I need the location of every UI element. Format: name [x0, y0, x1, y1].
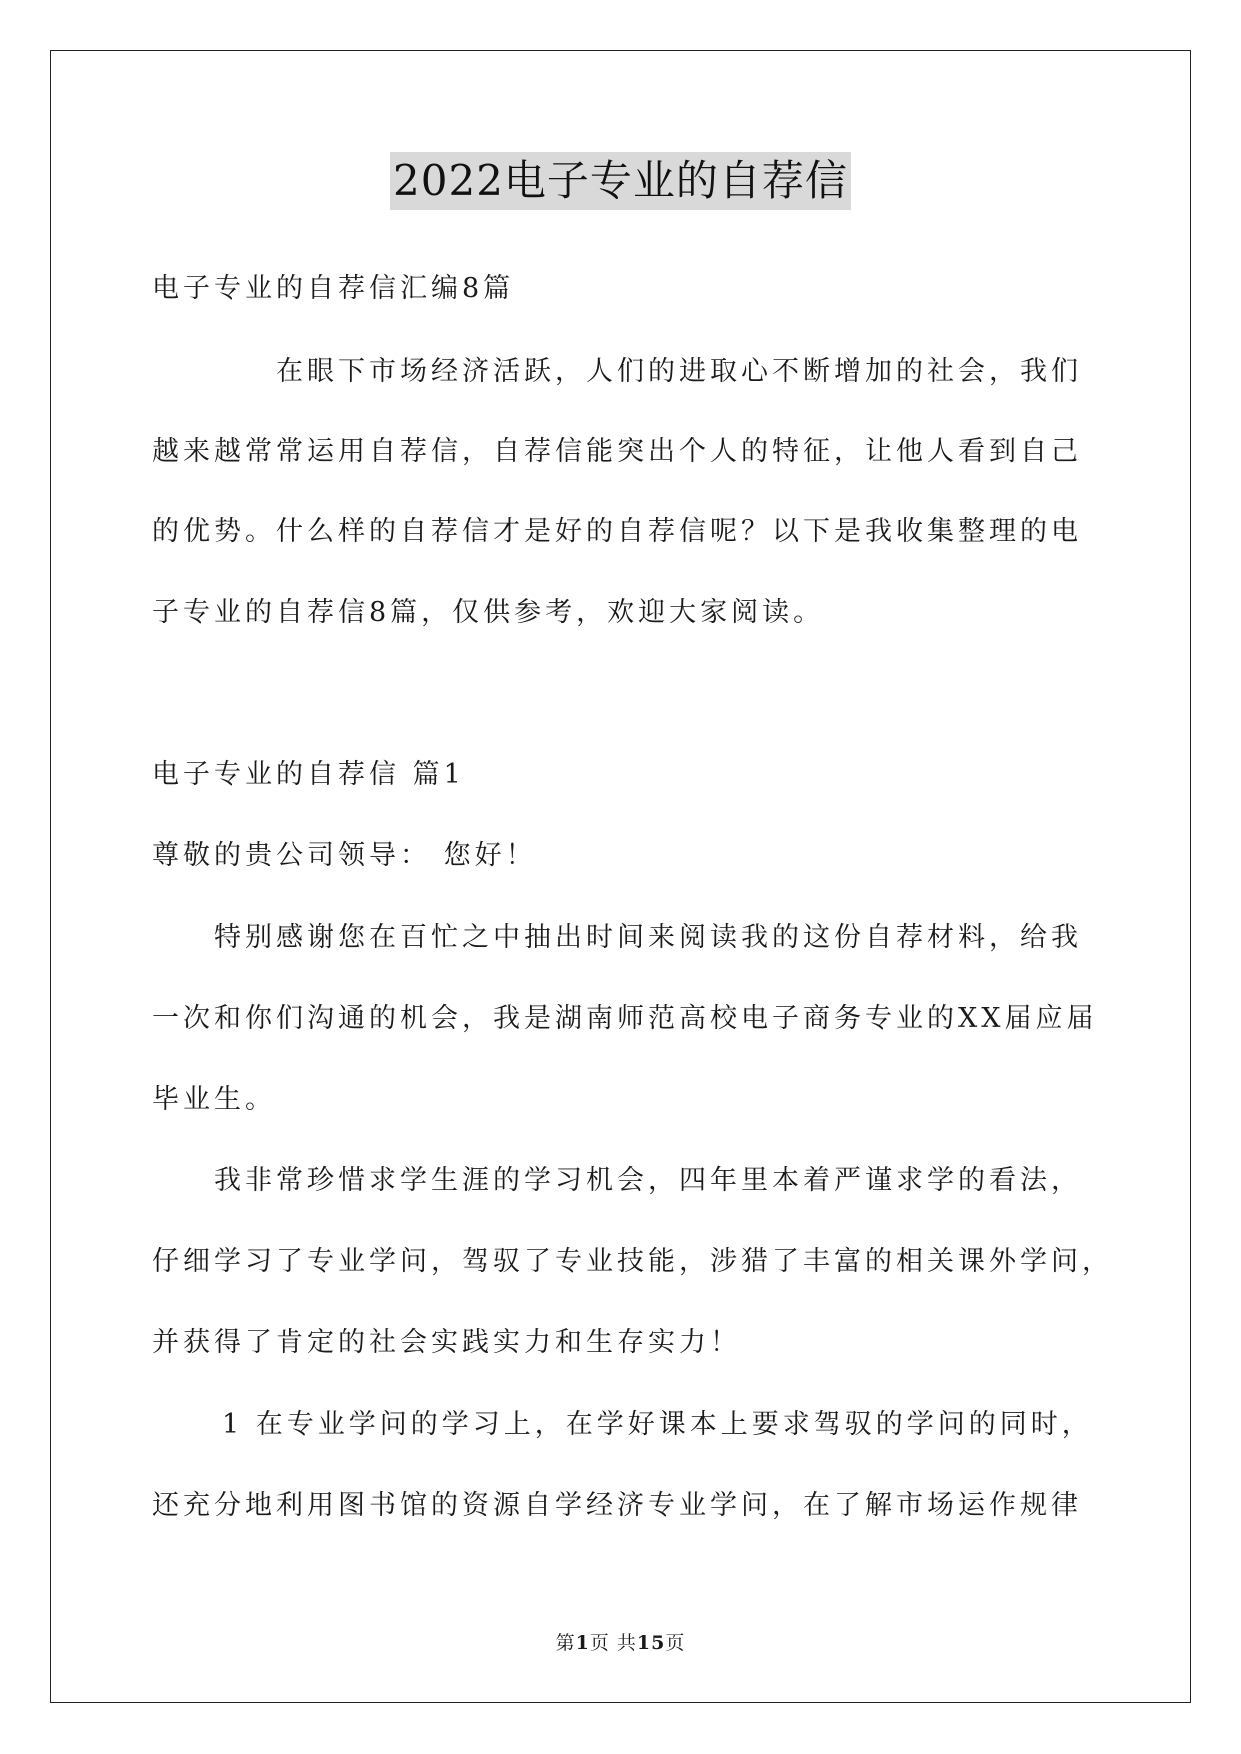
salutation-line: 尊敬的贵公司领导： 您好！: [152, 840, 537, 871]
paragraph-line: 特别感谢您在百忙之中抽出时间来阅读我的这份自荐材料，给我: [214, 922, 1082, 953]
paragraph-line: 1 在专业学问的学习上，在学好课本上要求驾驭的学问的同时，: [222, 1409, 1093, 1440]
paragraph-line: 仔细学习了专业学问，驾驭了专业技能，涉猎了丰富的相关课外学问，: [152, 1246, 1113, 1277]
paragraph-line: 还充分地利用图书馆的资源自学经济专业学问，在了解市场运作规律: [152, 1490, 1082, 1521]
footer-prefix: 第: [555, 1632, 576, 1654]
paragraph-line: 一次和你们沟通的机会，我是湖南师范高校电子商务专业的XX届应届: [152, 1003, 1098, 1034]
footer-mid: 页 共: [589, 1632, 637, 1654]
footer-suffix: 页: [665, 1632, 686, 1654]
current-page-number: 1: [575, 1632, 590, 1654]
total-pages-number: 15: [636, 1632, 666, 1654]
paragraph-line: 子专业的自荐信8篇，仅供参考，欢迎大家阅读。: [152, 597, 825, 628]
page-footer: [0, 1628, 1241, 1655]
paragraph-line: 越来越常常运用自荐信，自荐信能突出个人的特征，让他人看到自己: [152, 436, 1082, 467]
document-title: 2022电子专业的自荐信: [390, 152, 851, 210]
paragraph-line: 毕业生。: [152, 1084, 276, 1115]
paragraph-line: 的优势。什么样的自荐信才是好的自荐信呢？以下是我收集整理的电: [152, 516, 1082, 547]
section-heading: 电子专业的自荐信 篇1: [152, 759, 465, 790]
subtitle-line: 电子专业的自荐信汇编8篇: [152, 273, 515, 304]
paragraph-line: 在眼下市场经济活跃，人们的进取心不断增加的社会，我们: [276, 356, 1082, 387]
title-block: [0, 152, 1241, 210]
paragraph-line: 并获得了肯定的社会实践实力和生存实力！: [152, 1327, 741, 1358]
paragraph-line: 我非常珍惜求学生涯的学习机会，四年里本着严谨求学的看法，: [214, 1165, 1082, 1196]
